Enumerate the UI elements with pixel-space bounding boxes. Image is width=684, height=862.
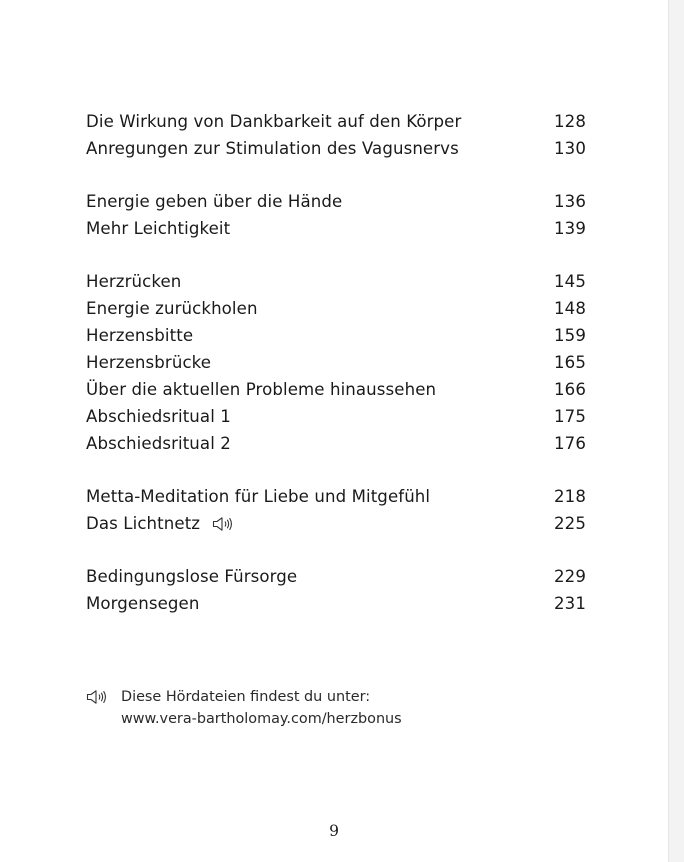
toc-entry — [86, 483, 586, 510]
toc-entry — [86, 295, 586, 322]
audio-note-text — [121, 686, 402, 730]
toc-entry-page: 175 — [554, 407, 586, 426]
toc-entry-title: Abschiedsritual 1 — [86, 407, 231, 426]
toc-entry-title: Abschiedsritual 2 — [86, 434, 231, 453]
toc-entry-title: Anregungen zur Stimulation des Vagusnervs — [86, 139, 459, 158]
toc-entry-page: 139 — [554, 219, 586, 238]
toc-entry-title: Energie zurückholen — [86, 299, 258, 318]
toc-entry-page: 159 — [554, 326, 586, 345]
toc-entry-title-with-audio — [86, 514, 234, 533]
toc-entry — [86, 563, 586, 590]
toc-entry — [86, 590, 586, 617]
speaker-icon — [86, 689, 108, 705]
toc-entry-title: Energie geben über die Hände — [86, 192, 343, 211]
toc-entry-page: 231 — [554, 594, 586, 613]
toc-entry-page: 229 — [554, 567, 586, 586]
toc-entry-page: 136 — [554, 192, 586, 211]
toc-entry-title: Herzensbitte — [86, 326, 194, 345]
toc-entry — [86, 349, 586, 376]
toc-entry-title: Über die aktuellen Probleme hinaussehen — [86, 380, 437, 399]
toc-group — [86, 108, 586, 162]
toc-entry-title: Das Lichtnetz — [86, 514, 201, 533]
toc-entry-title: Die Wirkung von Dankbarkeit auf den Körper — [86, 112, 462, 131]
toc-entry-page: 218 — [554, 487, 586, 506]
toc-group — [86, 483, 586, 537]
toc-entry-page: 225 — [554, 514, 586, 533]
toc-entry-title: Herzrücken — [86, 272, 182, 291]
toc-entry — [86, 322, 586, 349]
toc-entry-title: Metta-Meditation für Liebe und Mitgefühl — [86, 487, 431, 506]
audio-note — [86, 686, 402, 730]
toc-entry — [86, 108, 586, 135]
toc-entry-page: 145 — [554, 272, 586, 291]
toc-entry-title: Mehr Leichtigkeit — [86, 219, 231, 238]
toc-entry — [86, 135, 586, 162]
audio-note-line: Diese Hördateien findest du unter: — [121, 689, 371, 705]
page-edge — [668, 0, 684, 862]
toc-entry-page: 176 — [554, 434, 586, 453]
toc-group — [86, 188, 586, 242]
toc-group — [86, 268, 586, 457]
table-of-contents — [86, 108, 586, 643]
toc-group — [86, 563, 586, 617]
toc-entry — [86, 376, 586, 403]
toc-entry — [86, 215, 586, 242]
toc-entry — [86, 188, 586, 215]
toc-entry-page: 130 — [554, 139, 586, 158]
page-number: 9 — [329, 822, 339, 840]
toc-entry — [86, 510, 586, 537]
toc-entry-page: 128 — [554, 112, 586, 131]
toc-entry — [86, 403, 586, 430]
toc-entry-page: 166 — [554, 380, 586, 399]
toc-entry — [86, 268, 586, 295]
toc-entry-title: Bedingungslose Fürsorge — [86, 567, 298, 586]
toc-entry-page: 148 — [554, 299, 586, 318]
toc-entry-page: 165 — [554, 353, 586, 372]
audio-note-url: www.vera-bartholomay.com/herzbonus — [121, 711, 402, 727]
toc-entry-title: Morgensegen — [86, 594, 200, 613]
toc-entry-title: Herzensbrücke — [86, 353, 212, 372]
speaker-icon — [212, 516, 234, 532]
toc-entry — [86, 430, 586, 457]
